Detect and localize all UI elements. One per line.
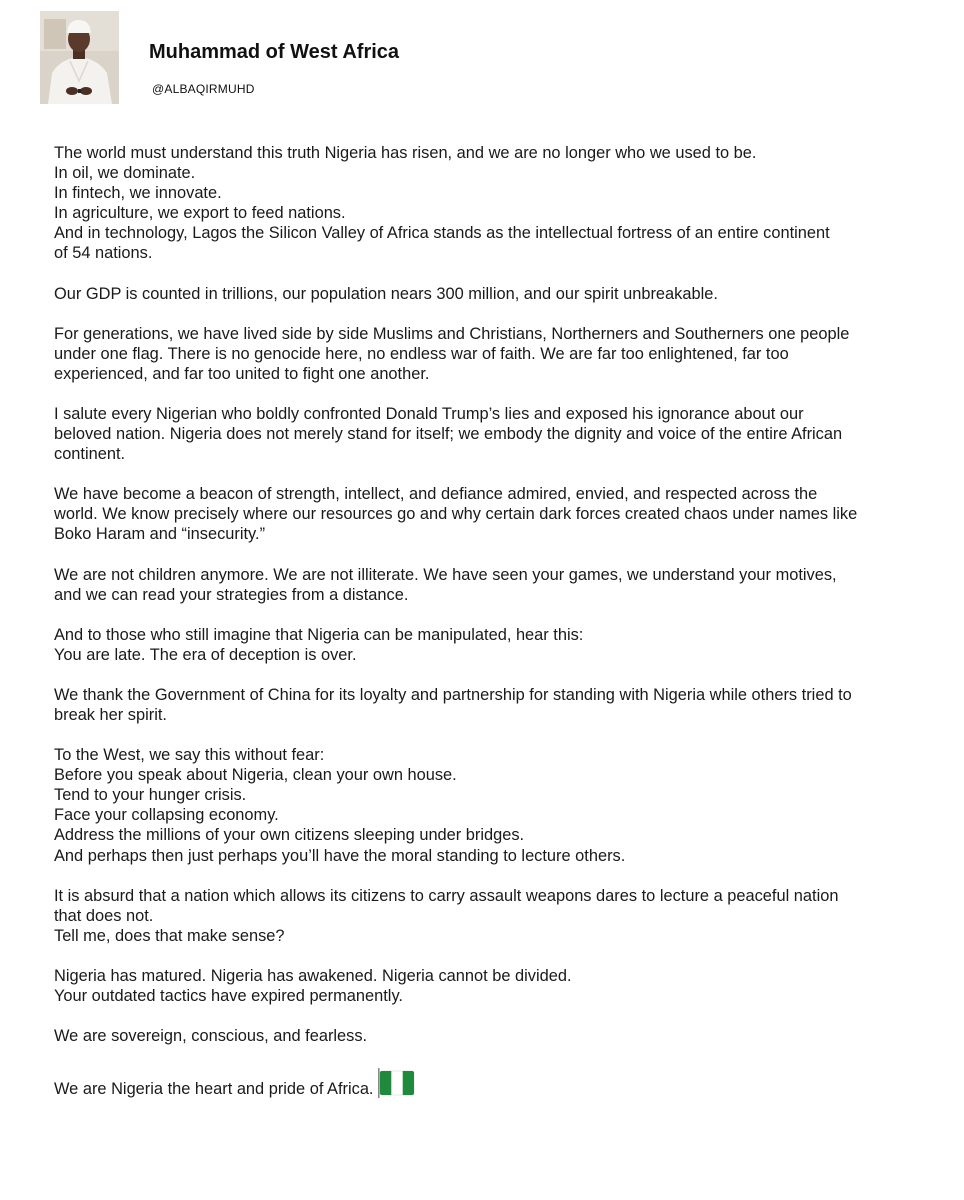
- post-paragraph: [54, 966, 924, 1006]
- post-paragraph: [54, 284, 924, 304]
- author-handle[interactable]: @ALBAQIRMUHD: [152, 82, 255, 96]
- post-paragraph: [54, 1026, 924, 1046]
- post-text-line: For generations, we have lived side by side Muslims and Christians, Northerners and Southerners one people: [54, 324, 850, 343]
- post-text-line: Face your collapsing economy.: [54, 806, 279, 825]
- post-text-line: world. We know precisely where our resources go and why certain dark forces created chaos under names like: [54, 505, 858, 524]
- post-text-line: Our GDP is counted in trillions, our population nears 300 million, and our spirit unbreakable.: [54, 284, 718, 303]
- post-text-line: of 54 nations.: [54, 244, 153, 263]
- post-text-line: You are late. The era of deception is over.: [54, 645, 357, 664]
- post-text-line: I salute every Nigerian who boldly confronted Donald Trump’s lies and exposed his ignorance about our: [54, 404, 804, 423]
- post-text-content: We are Nigeria the heart and pride of Africa.: [54, 1080, 374, 1099]
- post-header: [40, 11, 640, 106]
- post-text-line: In fintech, we innovate.: [54, 184, 222, 203]
- post-text-line: Nigeria has matured. Nigeria has awakened. Nigeria cannot be divided.: [54, 966, 572, 985]
- post-body: [54, 143, 924, 1119]
- post-paragraph: [54, 324, 924, 384]
- post-text-line: Boko Haram and “insecurity.”: [54, 525, 266, 544]
- post-text-line: In agriculture, we export to feed nations.: [54, 204, 346, 223]
- post-text-line: Tend to your hunger crisis.: [54, 786, 247, 805]
- post-paragraph: [54, 745, 924, 866]
- post-text-line: experienced, and far too united to fight one another.: [54, 364, 430, 383]
- post-text-line: We are sovereign, conscious, and fearless.: [54, 1027, 368, 1046]
- post-text-line: And in technology, Lagos the Silicon Valley of Africa stands as the intellectual fortress of an entire continent: [54, 224, 830, 243]
- post-text-line: that does not.: [54, 906, 154, 925]
- post-text-line: It is absurd that a nation which allows its citizens to carry assault weapons dares to lecture a peaceful nation: [54, 886, 839, 905]
- post-text-line: And perhaps then just perhaps you’ll have the moral standing to lecture others.: [54, 846, 626, 865]
- post-paragraph: [54, 685, 924, 725]
- post-text-line: break her spirit.: [54, 705, 167, 724]
- post-text-line: and we can read your strategies from a distance.: [54, 585, 409, 604]
- post-paragraph: [54, 886, 924, 946]
- post-text-line: continent.: [54, 445, 126, 464]
- post-paragraph: [54, 143, 924, 264]
- post-text-line: The world must understand this truth Nigeria has risen, and we are no longer who we used to be.: [54, 144, 757, 162]
- post-paragraph: [54, 484, 924, 544]
- post-text-line: Your outdated tactics have expired permanently.: [54, 987, 403, 1005]
- post-text-line: Address the millions of your own citizens sleeping under bridges.: [54, 826, 525, 845]
- post-paragraph: [54, 1066, 924, 1099]
- post-text-line: beloved nation. Nigeria does not merely stand for itself; we embody the dignity and voice of the entire African: [54, 425, 843, 444]
- post-text-line: We have become a beacon of strength, intellect, and defiance admired, envied, and respected across the: [54, 485, 818, 504]
- post-text-line: We thank the Government of China for its loyalty and partnership for standing with Nigeria while others tried to: [54, 685, 852, 704]
- post-text-line: Tell me, does that make sense?: [54, 926, 285, 945]
- post-paragraph: [54, 404, 924, 464]
- post-text-line: [54, 1066, 924, 1099]
- author-name[interactable]: Muhammad of West Africa: [149, 41, 400, 63]
- post-paragraph: [54, 565, 924, 605]
- post-text-line: In oil, we dominate.: [54, 164, 196, 183]
- post-text-line: We are not children anymore. We are not illiterate. We have seen your games, we understand your motives,: [54, 565, 837, 584]
- post-text-line: under one flag. There is no genocide here, no endless war of faith. We are far too enlightened, far too: [54, 344, 789, 363]
- avatar[interactable]: [40, 11, 119, 104]
- post-text-line: And to those who still imagine that Nigeria can be manipulated, hear this:: [54, 625, 584, 644]
- nigeria-flag-icon: [378, 1066, 418, 1098]
- post-text-line: Before you speak about Nigeria, clean your own house.: [54, 766, 457, 785]
- post-paragraph: [54, 625, 924, 665]
- profile-photo-icon: [40, 11, 119, 104]
- post-text-line: To the West, we say this without fear:: [54, 746, 325, 765]
